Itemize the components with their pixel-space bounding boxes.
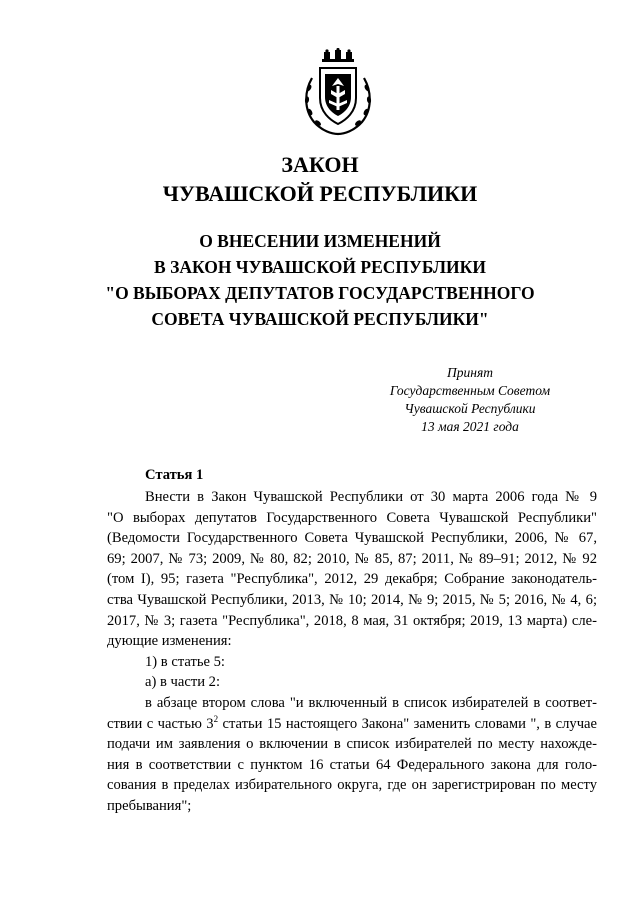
adoption-line: Чувашской Республики [404, 401, 536, 416]
adoption-line: Принят [447, 365, 493, 380]
paragraph-line: 2017, № 3; газета "Республика", 2018, 8 мая, 31 октября; 2019, 13 марта) сле- [107, 612, 597, 629]
paragraph-line: пребывания"; [107, 797, 192, 814]
document-type-title: ЗАКОН [281, 152, 359, 177]
subtitle-line: О ВНЕСЕНИИ ИЗМЕНЕНИЙ [199, 231, 441, 251]
paragraph-line: (том I), 95; газета "Республика", 2012, 29 декабря; Собрание законодатель- [107, 571, 597, 588]
paragraph-line: 69; 2007, № 73; 2009, № 80, 82; 2010, № 85, 87; 2011, № 89–91; 2012, № 92 [107, 550, 597, 567]
list-item: 1) в статье 5: [145, 653, 225, 670]
paragraph-line: Внести в Закон Чувашской Республики от 30 марта 2006 года № 9 [145, 489, 597, 505]
paragraph-line: (Ведомости Государственного Совета Чувашской Республики, 2006, № 67, [107, 530, 597, 547]
paragraph-line: подачи им заявления о включении в список избирателей по месту нахожде- [107, 736, 597, 753]
subtitle-line: "О ВЫБОРАХ ДЕПУТАТОВ ГОСУДАРСТВЕННОГО [105, 283, 535, 303]
text-span: статьи 15 настоящего Закона" заменить словами ", в случае [218, 715, 597, 732]
paragraph-line: дующие изменения: [107, 633, 232, 650]
text-span: ствии с частью 3 [107, 715, 214, 732]
adoption-date: 13 мая 2021 года [421, 419, 519, 434]
law-subtitle [0, 228, 640, 332]
subtitle-line: В ЗАКОН ЧУВАШСКОЙ РЕСПУБЛИКИ [154, 257, 486, 277]
subtitle-line: СОВЕТА ЧУВАШСКОЙ РЕСПУБЛИКИ" [151, 309, 489, 329]
superscript: 2 [213, 713, 219, 724]
republic-title: ЧУВАШСКОЙ РЕСПУБЛИКИ [162, 181, 478, 206]
list-item: а) в части 2: [145, 674, 221, 691]
adoption-line: Государственным Советом [389, 383, 551, 398]
article-body [107, 465, 597, 817]
paragraph-line: сования в пределах избирательного округа, где он зарегистрирован по месту [107, 777, 597, 794]
adoption-note [360, 364, 580, 436]
paragraph-line: в абзаце втором слова "и включенный в список избирателей в соответ- [145, 694, 597, 711]
paragraph-line: "О выборах депутатов Государственного Совета Чувашской Республики" [107, 509, 597, 526]
paragraph-line: ния в соответствии с пунктом 16 статьи 64 Федерального закона для голо- [107, 756, 597, 773]
article-heading: Статья 1 [145, 467, 204, 483]
coat-of-arms-emblem-icon [298, 48, 378, 140]
paragraph-line: ства Чувашской Республики, 2013, № 10; 2014, № 9; 2015, № 5; 2016, № 4, 6; [107, 591, 597, 608]
paragraph-line [107, 714, 597, 735]
